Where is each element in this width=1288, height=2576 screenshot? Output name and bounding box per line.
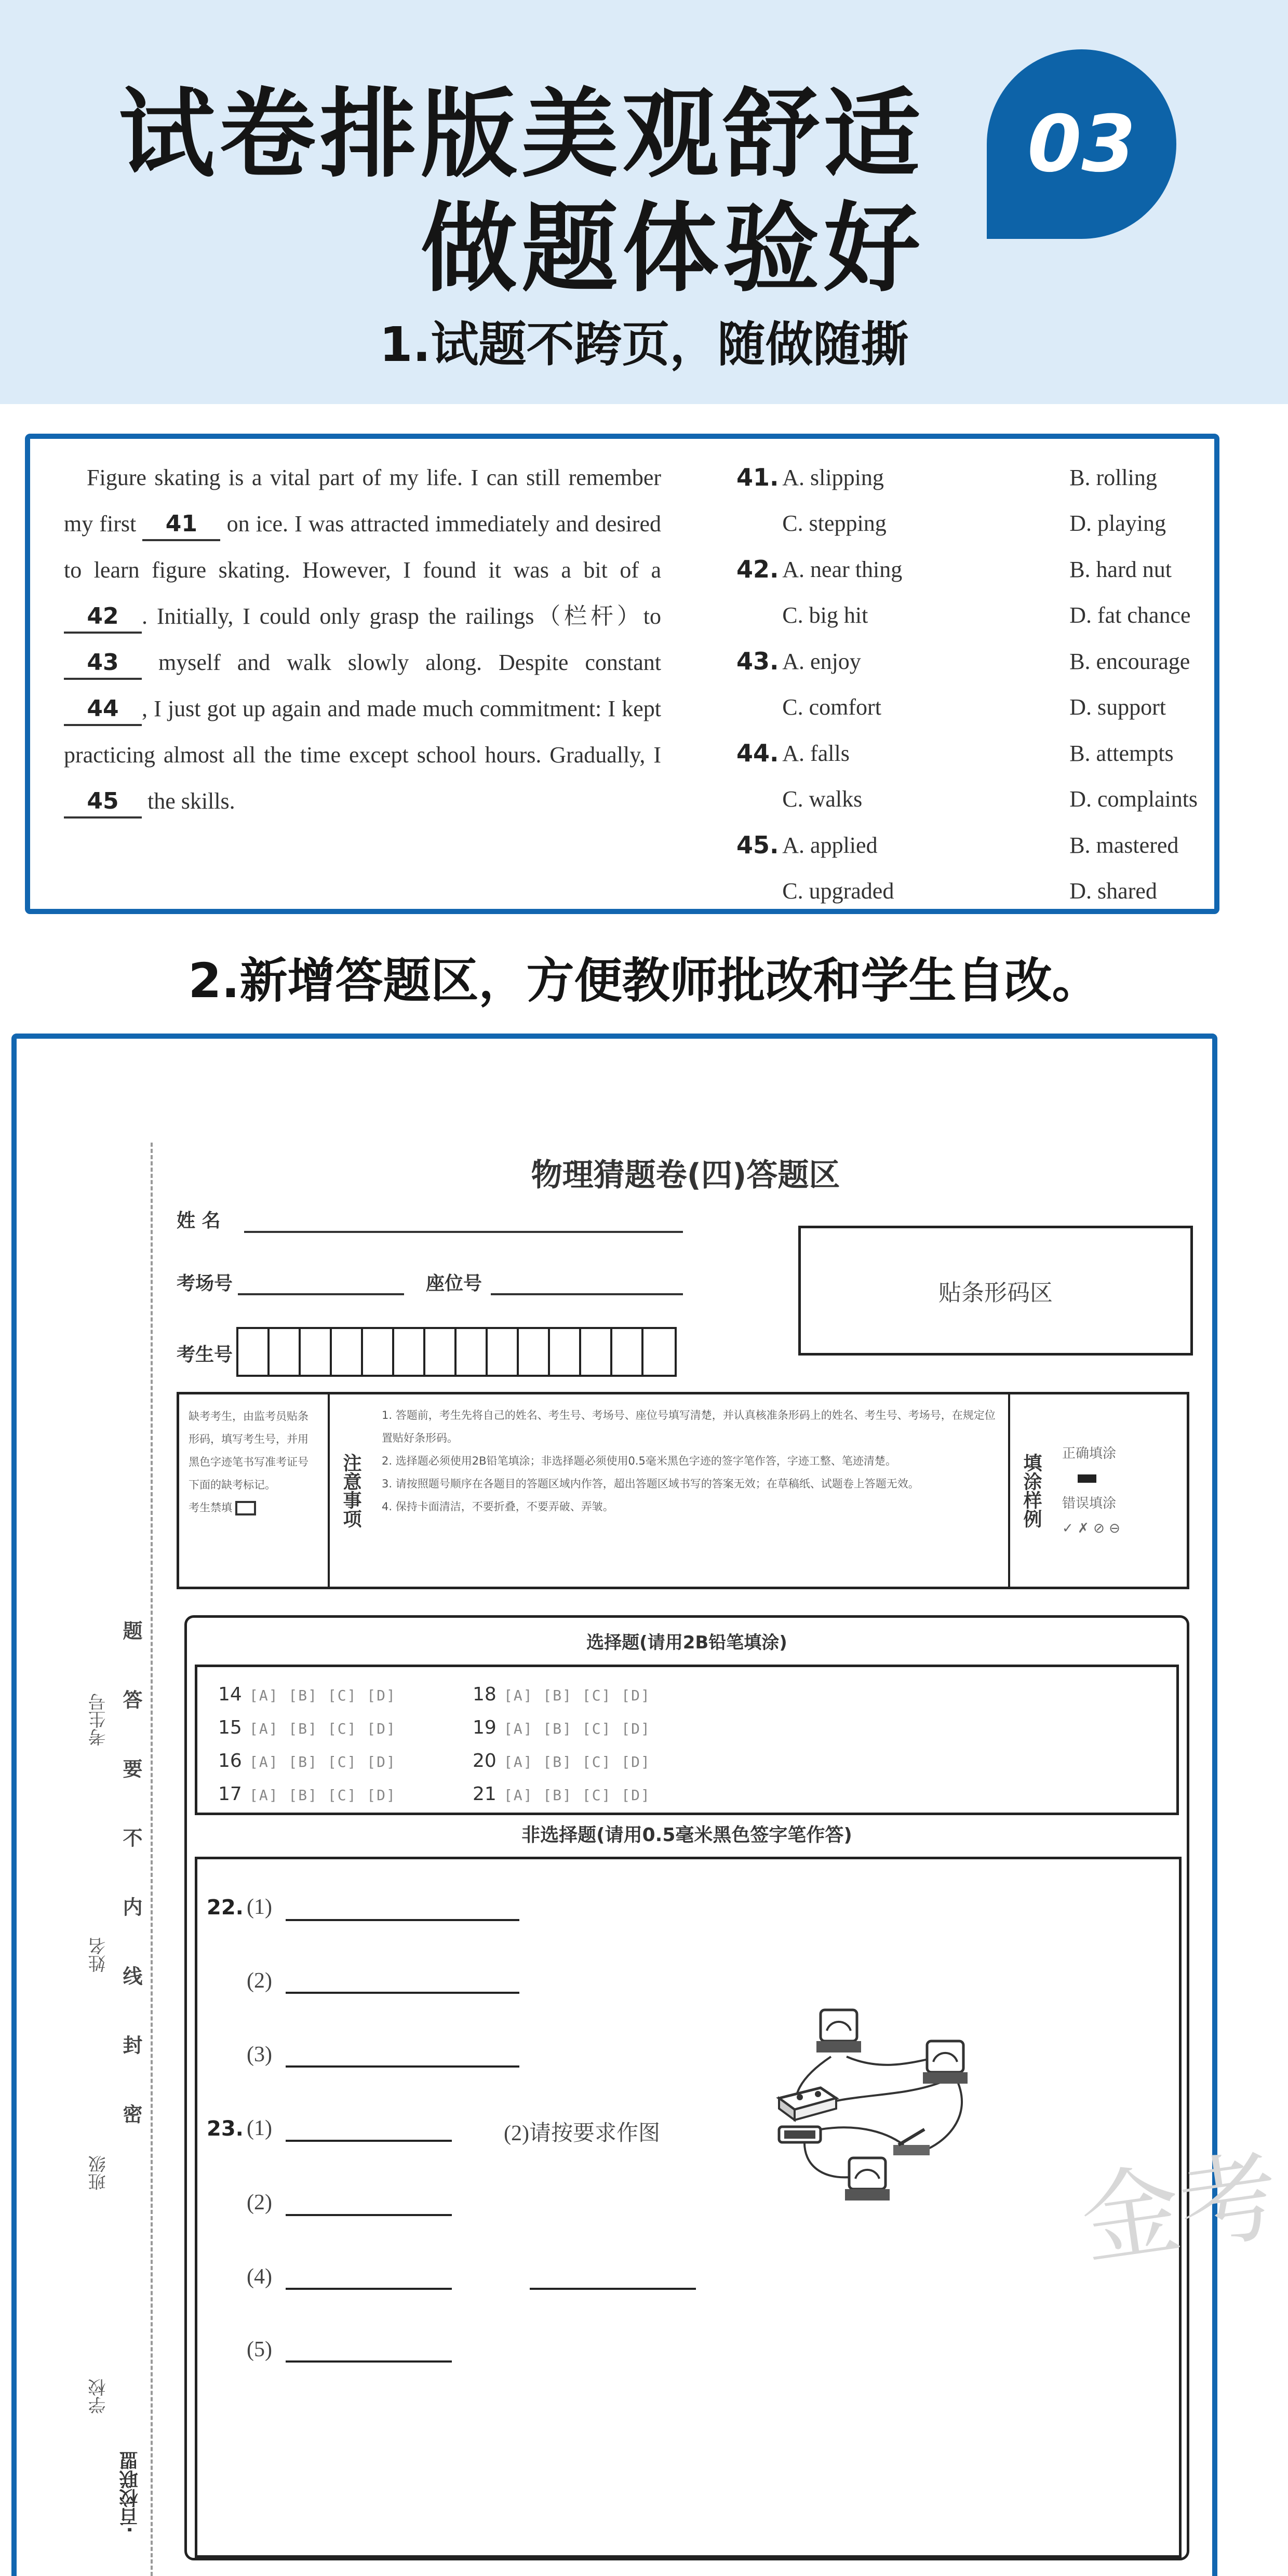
mc-row[interactable] [473, 1745, 651, 1778]
mc-row[interactable] [218, 1745, 396, 1778]
mc-row[interactable] [218, 1679, 396, 1712]
cloze-passage [64, 454, 661, 824]
question-number: 44. [736, 739, 779, 768]
blank-44: 44 [64, 694, 142, 726]
option-a: A. applied [782, 832, 878, 858]
note-item: 4. 保持卡面清洁，不要折叠，不要弄破、弄皱。 [382, 1500, 614, 1513]
q22-answer-line-3[interactable] [286, 2065, 519, 2068]
question-number: 41. [736, 463, 779, 492]
mc-number: 18 [473, 1684, 497, 1705]
side-label-id: 考生号 [88, 1693, 109, 1746]
option-row [736, 501, 1214, 547]
option-c: C. stepping [782, 511, 887, 536]
seal-line-notice: 题答要不内线封密 [119, 1620, 142, 2173]
binding-line [151, 1143, 153, 2576]
option-d: D. complaints [1069, 786, 1198, 812]
mc-choices[interactable]: [A] [B] [C] [D] [249, 1787, 396, 1804]
question-number: 45. [736, 831, 779, 860]
meter-icon [923, 2041, 968, 2084]
option-d: D. fat chance [1069, 602, 1191, 628]
note-item: 3. 请按照题号顺序在各题目的答题区域内作答，超出答题区域书写的答案无效；在草稿纸、试题卷上答题无效。 [382, 1478, 919, 1490]
room-label: 考场号 [177, 1273, 233, 1294]
mc-row[interactable] [473, 1679, 651, 1712]
mc-number: 21 [473, 1783, 497, 1805]
side-label-school: 学校 [88, 2379, 109, 2414]
q23-part-5: (5) [247, 2338, 272, 2362]
mc-choices[interactable]: [A] [B] [C] [D] [504, 1753, 651, 1770]
seat-field[interactable] [491, 1293, 683, 1295]
rheostat-icon [779, 2127, 821, 2142]
feature-subtitle: 1.试题不跨页，随做随撕 [379, 317, 909, 372]
mc-row[interactable] [218, 1712, 396, 1745]
q23-part-2: (2) [247, 2191, 272, 2215]
mc-bubble-grid [195, 1665, 1179, 1815]
option-a: A. enjoy [782, 648, 861, 674]
section-heading: 2.新增答题区，方便教师批改和学生自改。 [188, 953, 1100, 1009]
q22-part-2: (2) [247, 1969, 272, 1993]
q22-answer-line-2[interactable] [286, 1992, 519, 1994]
option-c: C. comfort [782, 694, 881, 720]
option-row [736, 593, 1214, 639]
note-item: 2. 选择题必须使用2B铅笔填涂；非选择题必须使用0.5毫米黑色字迹的签字笔作答，字迹工整、笔迹清楚。 [382, 1455, 896, 1467]
headline-line-2: 做题体验好 [420, 192, 924, 305]
headline-line-1: 试卷排版美观舒适 [118, 78, 924, 191]
q22-answer-line-1[interactable] [286, 1919, 519, 1921]
q22-part-3: (3) [247, 2043, 272, 2067]
passage-text: on ice. I was attracted immediately and desired to learn figure skating. However, I found it was a bit of a [64, 511, 661, 583]
absent-notice-text: 缺考考生，由监考员贴条形码，填写考生号，并用黑色字迹笔书写准考证号下面的缺考标记。 [189, 1410, 308, 1491]
battery-box-icon [779, 2088, 836, 2120]
id-label: 考生号 [177, 1344, 233, 1365]
option-row [736, 638, 1214, 685]
option-d: D. playing [1069, 511, 1166, 536]
passage-text: myself and walk slowly along. Despite constant [158, 650, 662, 675]
absent-checkbox[interactable] [235, 1501, 256, 1515]
question-number: 43. [736, 647, 779, 676]
blank-41: 41 [142, 509, 220, 541]
option-b: B. rolling [1069, 464, 1157, 490]
fill-wrong-label: 错误填涂 [1062, 1496, 1117, 1511]
option-row [736, 685, 1214, 731]
q23-answer-line-2[interactable] [286, 2214, 452, 2216]
absent-mark-label: 考生禁填 [189, 1501, 232, 1514]
passage-text: the skills. [147, 788, 235, 814]
note-item: 1. 答题前，考生先将自己的姓名、考生号、考场号、座位号填写清楚，并认真核准条形码上的姓名、考生号、考场号，在规定位置贴好条形码。 [382, 1409, 996, 1444]
badge-number: 03 [1027, 99, 1136, 190]
exam-number-grid[interactable] [236, 1327, 677, 1377]
option-d: D. shared [1069, 878, 1157, 904]
instructions-box [177, 1392, 1189, 1589]
mc-row[interactable] [473, 1712, 651, 1745]
mc-column-1 [218, 1679, 396, 1812]
absent-notice [179, 1394, 330, 1587]
seat-label: 座位号 [426, 1273, 482, 1294]
option-row [736, 868, 1214, 915]
blank-45: 45 [64, 786, 142, 819]
wire [821, 2127, 904, 2145]
q23-answer-line-4b[interactable] [530, 2288, 696, 2290]
q23-part-4: (4) [247, 2265, 272, 2289]
option-c: C. upgraded [782, 878, 894, 904]
option-b: B. hard nut [1069, 556, 1172, 582]
passage-text: , I just got up again and made much commitment: I kept practicing almost all the time except school hours. Gradually, I [64, 696, 661, 768]
question-number: 42. [736, 555, 779, 584]
number-badge [987, 49, 1176, 239]
question-23-number: 23. [207, 2117, 244, 2141]
option-row [736, 822, 1214, 868]
mc-number: 14 [218, 1684, 242, 1705]
option-row [736, 776, 1214, 823]
mc-number: 17 [218, 1783, 242, 1805]
promo-header [0, 0, 1288, 404]
mc-choices[interactable]: [A] [B] [C] [D] [249, 1720, 396, 1737]
mc-row[interactable] [218, 1778, 396, 1812]
q23-draw-instruction: (2)请按要求作图 [504, 2122, 660, 2145]
fill-examples [1052, 1394, 1187, 1587]
mc-title: 选择题(请用2B铅笔填涂) [586, 1632, 787, 1653]
q23-answer-line-1[interactable] [286, 2140, 452, 2142]
mc-number: 15 [218, 1717, 242, 1738]
q22-part-1: (1) [247, 1895, 272, 1919]
notes-list [371, 1394, 1010, 1587]
side-footer: ·百校联盟 [119, 2451, 141, 2533]
non-mc-title: 非选择题(请用0.5毫米黑色签字笔作答) [521, 1824, 852, 1846]
passage-text: . Initially, I could only grasp the railings（栏杆）to [142, 603, 661, 629]
meter-icon [816, 2010, 861, 2052]
wire [924, 2077, 962, 2150]
mc-choices[interactable]: [A] [B] [C] [D] [249, 1753, 396, 1770]
answer-area [184, 1615, 1189, 2560]
mc-number: 19 [473, 1717, 497, 1738]
blank-43: 43 [64, 648, 142, 680]
question-22-number: 22. [207, 1896, 244, 1920]
q23-part-1: (1) [247, 2116, 272, 2140]
q23-answer-line-4a[interactable] [286, 2288, 452, 2290]
option-row [736, 454, 1214, 501]
room-field[interactable] [238, 1293, 404, 1295]
option-d: D. support [1069, 694, 1166, 720]
option-b: B. attempts [1069, 740, 1174, 766]
option-b: B. encourage [1069, 648, 1190, 674]
side-label-name: 姓名 [88, 1937, 109, 1973]
fill-heading: 填涂样例 [1021, 1453, 1042, 1528]
cloze-sample-panel [25, 434, 1219, 914]
mc-choices[interactable]: [A] [B] [C] [D] [504, 1720, 651, 1737]
correct-fill-mark [1078, 1474, 1096, 1483]
q23-answer-line-5[interactable] [286, 2360, 452, 2363]
sheet-title: 物理猜题卷(四)答题区 [531, 1157, 840, 1193]
name-label: 姓 名 [177, 1210, 221, 1231]
mc-row[interactable] [473, 1778, 651, 1812]
mc-column-2 [473, 1679, 651, 1812]
option-row [736, 546, 1214, 593]
option-c: C. walks [782, 786, 863, 812]
option-a: A. near thing [782, 556, 903, 582]
name-field[interactable] [244, 1231, 683, 1233]
mc-choices[interactable]: [A] [B] [C] [D] [504, 1787, 651, 1804]
option-c: C. big hit [782, 602, 868, 628]
mc-choices[interactable]: [A] [B] [C] [D] [249, 1687, 396, 1704]
barcode-area: 贴条形码区 [798, 1226, 1193, 1356]
wrong-fill-marks: ✓ ✗ ⊘ ⊖ [1062, 1521, 1120, 1536]
fill-correct-label: 正确填涂 [1062, 1446, 1117, 1461]
option-row [736, 730, 1214, 776]
option-b: B. mastered [1069, 832, 1179, 858]
notes-heading: 注意事项 [340, 1453, 361, 1528]
mc-number: 20 [473, 1750, 497, 1772]
answer-options [736, 454, 1214, 914]
meter-icon [845, 2158, 890, 2201]
mc-choices[interactable]: [A] [B] [C] [D] [504, 1687, 651, 1704]
non-mc-answer-box [195, 1857, 1182, 2558]
side-label-class: 班级 [88, 2155, 109, 2191]
watermark-logo: 金考 [1074, 2138, 1286, 2279]
passage-text: Figure skating is a vital part of my life. I can still remember my first [64, 465, 661, 536]
option-a: A. slipping [782, 464, 884, 490]
circuit-diagram [769, 1994, 987, 2212]
blank-42: 42 [64, 601, 142, 634]
mc-number: 16 [218, 1750, 242, 1772]
option-a: A. falls [782, 740, 850, 766]
